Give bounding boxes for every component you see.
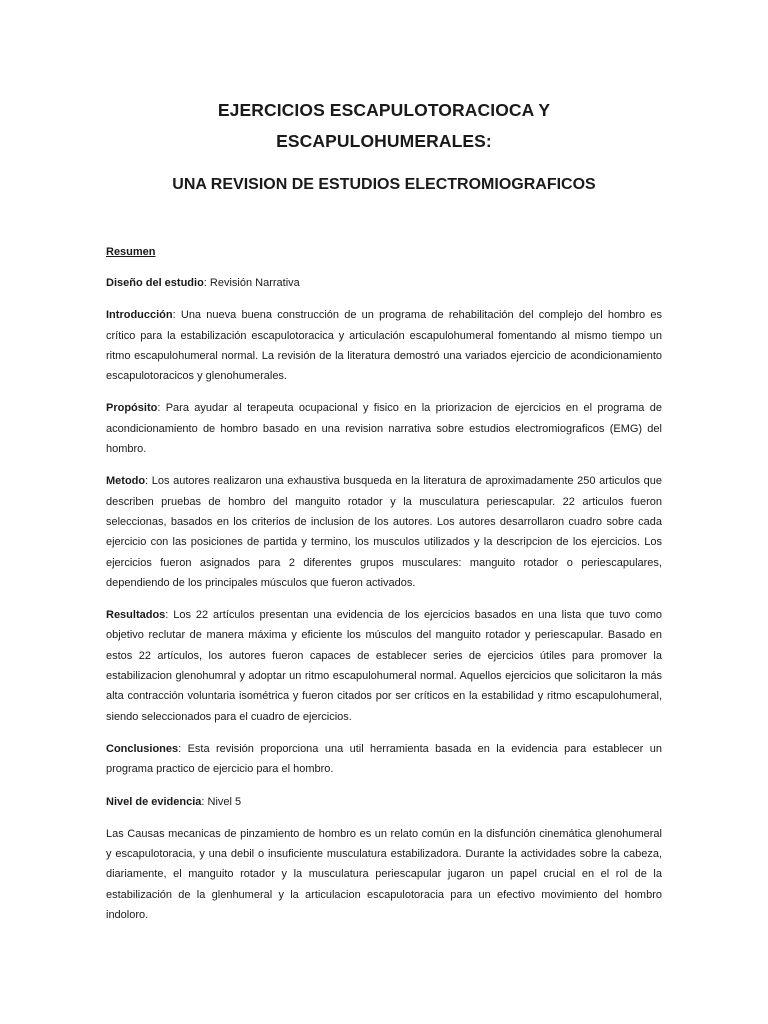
section-conclusiones xyxy=(106,739,662,780)
section-introduccion xyxy=(106,305,662,386)
section-text: : Una nueva buena construcción de un programa de rehabilitación del complejo del hombro es crítico para la estabilización escapulotoracica y articulación escapulohumeral fomentando al mismo tiempo un ritmo escapulohumeral normal. La revisión de la literatura demostró una variados ejercicio de acondicionamiento escapulotoracicos y glenohumerales. xyxy=(106,309,662,383)
section-text: : Revisión Narrativa xyxy=(203,277,300,289)
section-text: : Los 22 artículos presentan una evidencia de los ejercicios basados en una lista que tuvo como objetivo reclutar de manera máxima y eficiente los músculos del manguito rotador y periescapular. Basado en estos 22 artículos, los autores fueron capaces de establecer series de ejercicios útiles para promover la estabilizacion glenohumral y adoptar un ritmo escapulohumeral normal. Aquellos ejercicios que solicitaron la más alta contracción voluntaria isométrica y fueron citados por ser críticos en la estabilidad y ritmo escapulohumeral, siendo seleccionados para el cuadro de ejercicios. xyxy=(106,609,662,723)
section-text: : Esta revisión proporciona una util herramienta basada en la evidencia para establecer un programa practico de ejercicio para el hombro. xyxy=(106,742,662,776)
section-text: : Nivel 5 xyxy=(201,795,242,808)
document-content xyxy=(106,95,662,925)
section-proposito xyxy=(106,398,662,459)
document-title xyxy=(106,95,662,157)
closing-paragraph: Las Causas mecanicas de pinzamiento de hombro es un relato común en la disfunción cinemática glenohumeral y escapulotoracia, y una debil o insuficiente musculatura estabilizadora. Durante la actividades sobre la cabeza, diariamente, el manguito rotador y la musculatura periescapular jugaron un papel crucial en el rol de la estabilización de la glenhumeral y la articulacion escapulotoracia para un efectivo movimiento del hombro indoloro. xyxy=(106,827,662,922)
section-nivel-evidencia xyxy=(106,792,662,812)
section-resultados xyxy=(106,605,662,727)
section-label: Nivel de evidencia xyxy=(106,795,202,808)
section-label: Conclusiones xyxy=(106,742,179,755)
title-line-2: ESCAPULOHUMERALES: xyxy=(276,131,492,151)
section-label: Metodo xyxy=(106,475,146,488)
section-text: : Para ayudar al terapeuta ocupacional y fisico en la priorizacion de ejercicios en el programa de acondicionamiento de hombro basado en una revision narrativa sobre estudios electromiograficos (EMG) del hombro. xyxy=(106,402,662,456)
resumen-heading: Resumen xyxy=(106,246,156,258)
section-label: Propósito xyxy=(106,402,158,415)
section-label: Resultados xyxy=(106,609,166,622)
section-metodo xyxy=(106,471,662,593)
section-label: Introducción xyxy=(106,309,173,322)
section-label: Diseño del estudio xyxy=(106,277,204,289)
section-text: : Los autores realizaron una exhaustiva busqueda en la literatura de aproximadamente 250 articulos que describen pruebas de hombro del manguito rotador y la musculatura periescapular. 22 articulos fueron seleccionas, basados en los criterios de inclusion de los autores. Los autores desarrollaron cuadro sobre cada ejercicio con las posiciones de partida y termino, los musculos utilizados y la descripcion de los ejercicios. Los ejercicios fueron asignados para 2 diferentes grupos musculares: manguito rotador o periescapulares, dependiendo de los principales músculos que fueron activados. xyxy=(106,475,662,589)
title-line-1: EJERCICIOS ESCAPULOTORACIOCA Y xyxy=(217,100,551,120)
document-subtitle: UNA REVISION DE ESTUDIOS ELECTROMIOGRAFICOS xyxy=(172,176,596,193)
section-diseno xyxy=(106,273,662,293)
